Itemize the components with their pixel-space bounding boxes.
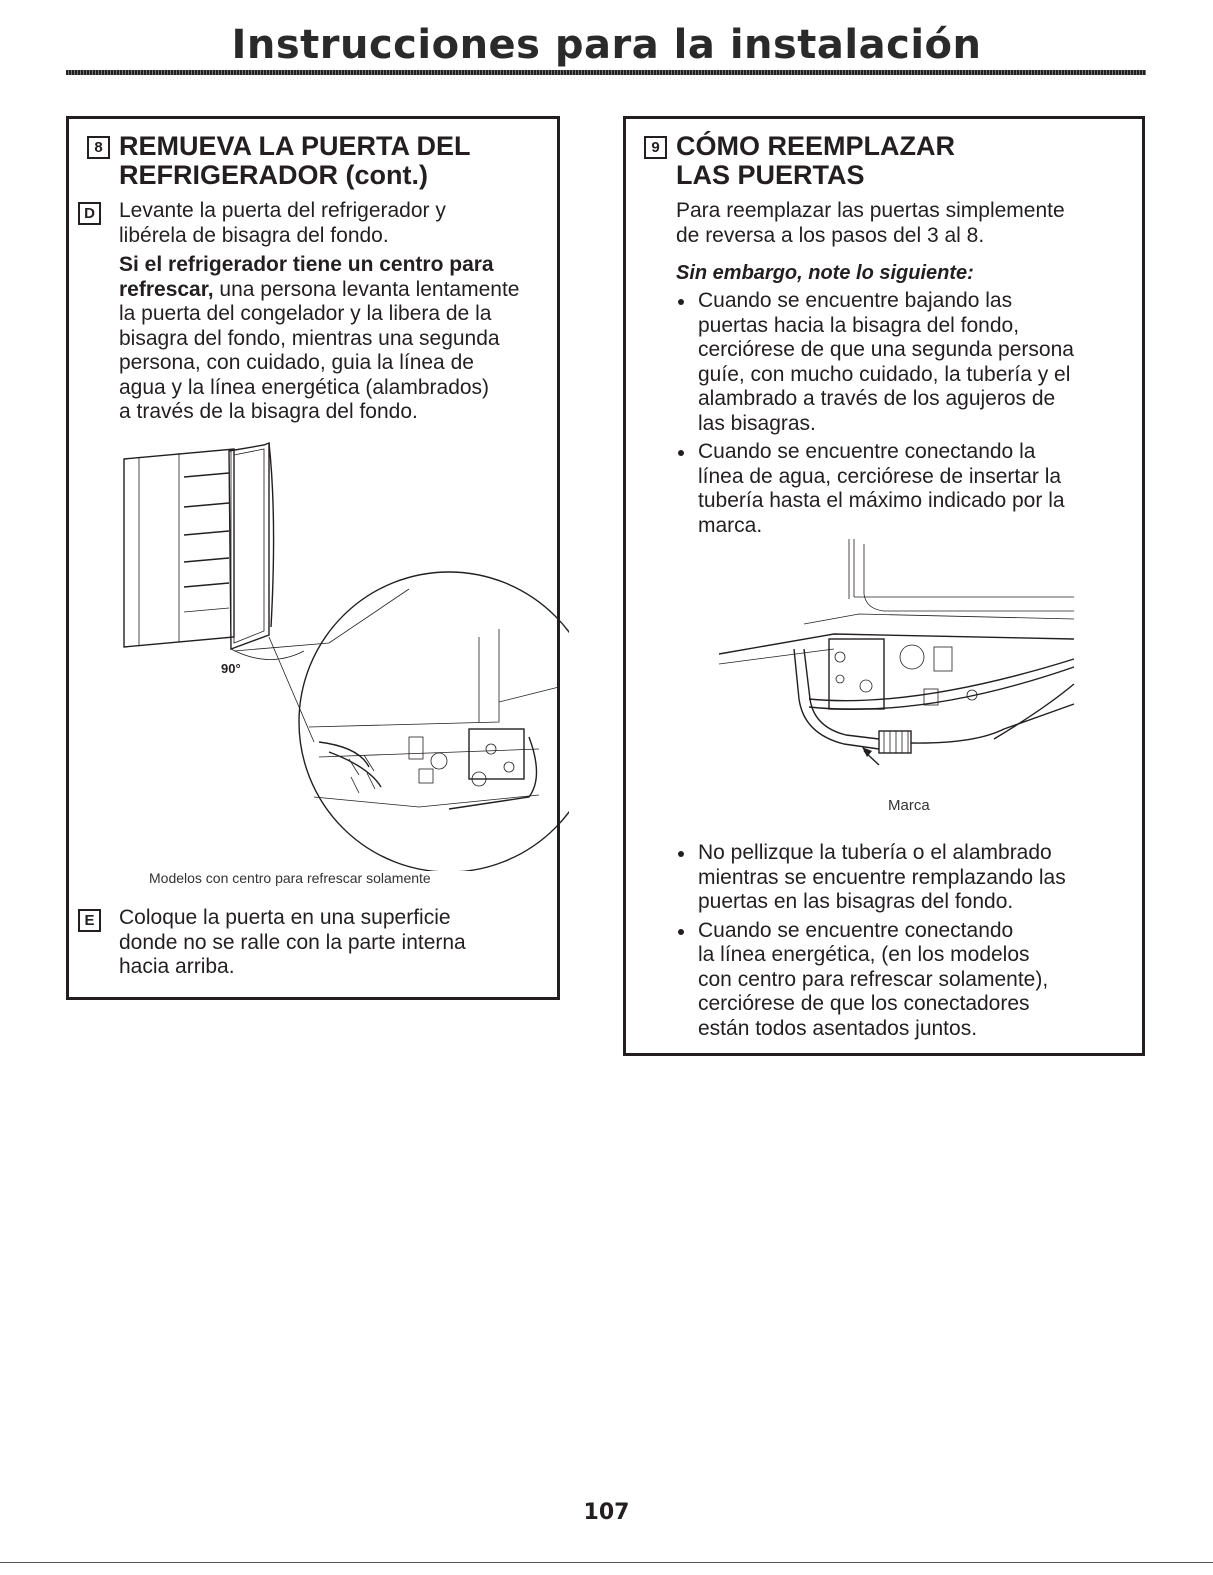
bullet-line: tubería hasta el máximo indicado por la [698, 489, 1065, 512]
bullet-line: cerciórese de que una segunda persona [698, 338, 1074, 361]
step-d-line1: Levante la puerta del refrigerador y [119, 199, 446, 222]
door-removal-illustration [119, 437, 569, 871]
section-8-heading [94, 131, 471, 190]
intro-line1: Para reemplazar las puertas simplemente [676, 199, 1065, 222]
note-heading: Sin embargo, note lo siguiente: [676, 262, 974, 284]
step-d-line2: libérela de bisagra del fondo. [119, 223, 389, 247]
section-8-heading-line2: REFRIGERADOR (cont.) [119, 160, 428, 190]
bullet-line: guíe, con mucho cuidado, la tubería y el [698, 362, 1071, 386]
bullet-line: puertas hacia la bisagra del fondo, [698, 313, 1020, 337]
step-e-text [119, 906, 466, 980]
section-9-heading [651, 131, 955, 190]
bullet-line: la línea energética, (en los modelos [698, 943, 1030, 966]
bullet-line: las bisagras. [698, 411, 816, 435]
bullet-line: Cuando se encuentre bajando las [698, 289, 1013, 312]
bullet-line: marca. [698, 513, 763, 537]
section-9-number: 9 [644, 136, 667, 159]
note-line-1: una persona levanta lentamente [213, 277, 520, 301]
section-8-number: 8 [87, 136, 110, 159]
section-9-heading-line2: LAS PUERTAS [676, 160, 865, 190]
bullet-item [676, 289, 1136, 436]
bullet-dot [678, 929, 684, 935]
note-bold-line1: Si el refrigerador tiene un centro para [119, 253, 494, 276]
step-d-text [119, 199, 446, 248]
refresh-center-note [119, 253, 559, 425]
marca-label: Marca [888, 797, 930, 814]
bullet-dot [678, 450, 684, 456]
bullet-item [676, 440, 1136, 538]
figure-caption: Modelos con centro para refrescar solamente [149, 870, 431, 886]
intro-text [676, 199, 1065, 248]
bullet-line: alambrado a través de los agujeros de [698, 387, 1056, 410]
page-title: Instrucciones para la instalación [231, 22, 982, 68]
step-e-line1: Coloque la puerta en una superficie [119, 906, 451, 929]
bullet-line: Cuando se encuentre conectando la [698, 440, 1036, 463]
section-9-box [623, 116, 1145, 1056]
note-bold-line2: refrescar, [119, 277, 214, 301]
bullet-item [676, 919, 1136, 1042]
step-e-line3: hacia arriba. [119, 955, 235, 978]
note-line-4: persona, con cuidado, guia la línea de [119, 351, 474, 374]
section-8-box [66, 116, 560, 1000]
bullet-line: puertas en las bisagras del fondo. [698, 890, 1014, 913]
bullets-bottom [676, 841, 1136, 1041]
step-e-letter: E [78, 909, 101, 932]
intro-line2: de reversa a los pasos del 3 al 8. [676, 223, 985, 247]
bullet-line: mientras se encuentre remplazando las [698, 865, 1066, 889]
note-line-2: la puerta del congelador y la libera de la [119, 302, 492, 325]
bullet-dot [678, 299, 684, 305]
bullet-item [676, 841, 1136, 915]
bullets-top [676, 289, 1136, 538]
bullet-line: No pellizque la tubería o el alambrado [698, 841, 1052, 864]
page-number: 107 [583, 1500, 630, 1525]
bullet-dot [678, 851, 684, 857]
footer-rule [0, 1562, 1213, 1563]
angle-label: 90° [221, 661, 241, 676]
step-e-line2: donde no se ralle con la parte interna [119, 930, 466, 954]
bullet-line: cerciórese de que los conectadores [698, 992, 1030, 1015]
step-d-letter: D [78, 202, 101, 225]
note-line-6: a través de la bisagra del fondo. [119, 400, 418, 423]
section-8-heading-line1: REMUEVA LA PUERTA DEL [119, 131, 471, 161]
title-rule [66, 70, 1146, 75]
note-line-3: bisagra del fondo, mientras una segunda [119, 326, 500, 350]
section-9-heading-line1: CÓMO REEMPLAZAR [676, 131, 955, 161]
bullet-line: están todos asentados juntos. [698, 1016, 978, 1040]
note-line-5: agua y la línea energética (alambrados) [119, 375, 490, 399]
bullet-line: Cuando se encuentre conectando [698, 918, 1014, 942]
bullet-line: con centro para refrescar solamente), [698, 967, 1049, 991]
bullet-line: línea de agua, cerciórese de insertar la [698, 464, 1062, 488]
water-line-illustration [714, 539, 1084, 779]
